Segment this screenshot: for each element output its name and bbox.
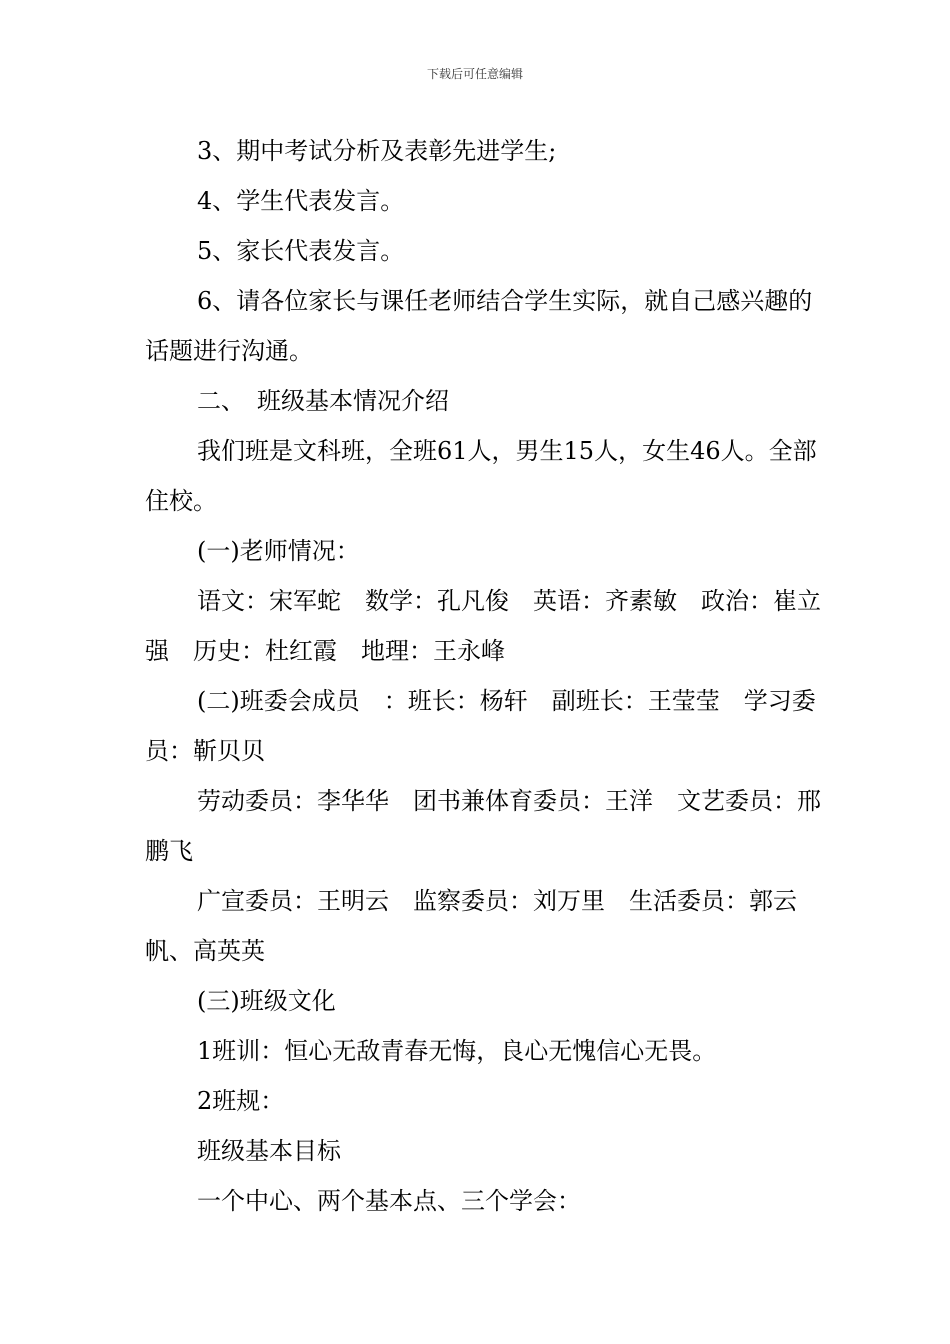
header-note: 下载后可任意编辑: [426, 67, 523, 81]
paragraph-agenda-5: 5、家长代表发言。: [197, 237, 405, 265]
section-heading-class-intro: 二、 班级基本情况介绍: [197, 387, 449, 415]
paragraph-committee-publicity-life: 广宣委员：王明云 监察委员：刘万里 生活委员：郭云帆、高英英: [145, 887, 797, 965]
paragraph-agenda-3: 3、期中考试分析及表彰先进学生;: [197, 137, 557, 165]
paragraph-agenda-4: 4、学生代表发言。: [197, 187, 405, 215]
paragraph-committee-members: (二)班委会成员 ：班长：杨轩 副班长：王莹莹 学习委员：靳贝贝: [145, 687, 816, 765]
subheading-class-culture: (三)班级文化: [197, 987, 336, 1015]
paragraph-goals-summary: 一个中心、两个基本点、三个学会：: [197, 1187, 581, 1215]
paragraph-class-rules: 2班规：: [197, 1087, 285, 1115]
paragraph-agenda-6: 6、请各位家长与课任老师结合学生实际，就自己感兴趣的话题进行沟通。: [145, 287, 813, 365]
paragraph-class-goals: 班级基本目标: [197, 1137, 341, 1165]
document-body: [145, 126, 825, 1226]
paragraph-teacher-list: 语文：宋军蛇 数学：孔凡俊 英语：齐素敏 政治：崔立强 历史：杜红霞 地理：王永峰: [145, 587, 821, 665]
subheading-teachers: (一)老师情况：: [197, 537, 360, 565]
paragraph-class-stats: 我们班是文科班，全班61人，男生15人，女生46人。全部住校。: [145, 437, 817, 515]
paragraph-class-motto: 1班训：恒心无敌青春无悔，良心无愧信心无畏。: [197, 1037, 717, 1065]
paragraph-committee-labor-arts: 劳动委员：李华华 团书兼体育委员：王洋 文艺委员：邢鹏飞: [145, 787, 821, 865]
